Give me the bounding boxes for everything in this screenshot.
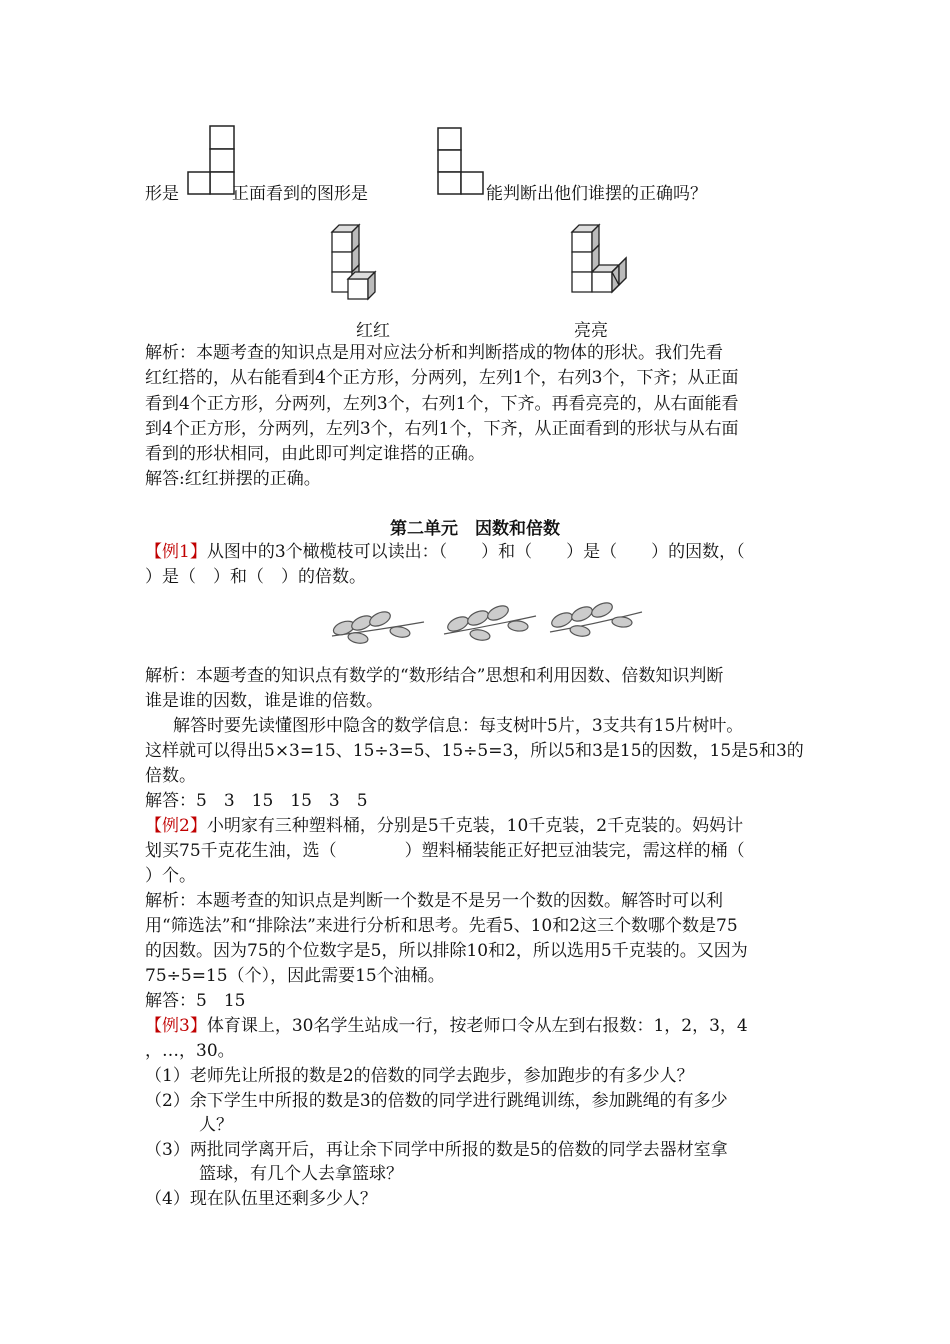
example-1-analysis: 解答时要先读懂图形中隐含的数学信息：每支树叶5片，3支共有15片树叶。	[173, 716, 744, 736]
example-3-subquestion: 篮球，有几个人去拿篮球？	[199, 1164, 403, 1184]
example-2-question: 【例2】小明家有三种塑料桶，分别是5千克装，10千克装，2千克装的。妈妈计	[145, 816, 744, 836]
example-2-question: 划买75千克花生油，选（ ）塑料桶装能正好把豆油装完，需这样的桶（	[145, 841, 745, 861]
answer-line: 解答:红红拼摆的正确。	[145, 469, 321, 489]
analysis-line: 解析：本题考查的知识点是用对应法分析和判断搭成的物体的形状。我们先看	[145, 343, 723, 363]
example-1-analysis: 倍数。	[145, 766, 196, 786]
example-2-question: ）个。	[145, 866, 196, 886]
example-3-subquestion: （3）两批同学离开后，再让余下同学中所报的数是5的倍数的同学去器材室拿	[145, 1140, 728, 1160]
example-3-tag: 【例3】	[145, 1016, 207, 1036]
caption-liangliang: 亮亮	[574, 321, 608, 341]
example-2-analysis: 75÷5=15（个），因此需要15个油桶。	[145, 966, 445, 986]
example-1-answer: 解答：5 3 15 15 3 5	[145, 791, 368, 811]
example-3-question: 【例3】体育课上，30名学生站成一行，按老师口令从左到右报数：1，2，3，4	[145, 1016, 748, 1036]
example-2-analysis: 用“筛选法”和“排除法”来进行分析和思考。先看5、10和2这三个数哪个数是75	[145, 916, 738, 936]
question-line-1c: 能判断出他们谁摆的正确吗？	[486, 184, 707, 204]
olive-branch-icon	[440, 600, 540, 642]
example-2-tag: 【例2】	[145, 816, 207, 836]
analysis-line: 看到4个正方形，分两列，左列3个，右列1个，下齐。再看亮亮的，从右面能看	[145, 394, 739, 414]
example-3-subquestion: （2）余下学生中所报的数是3的倍数的同学进行跳绳训练，参加跳绳的有多少	[145, 1091, 728, 1111]
analysis-line: 到4个正方形，分两列，左列3个，右列1个，下齐，从正面看到的形状与从右面	[145, 419, 739, 439]
honghong-cube-stack-icon	[328, 220, 390, 302]
example-1-analysis: 谁是谁的因数，谁是谁的倍数。	[145, 691, 383, 711]
olive-branch-icon	[328, 604, 428, 644]
example-2-analysis: 的因数。因为75的个位数字是5，所以排除10和2，所以选用5千克装的。又因为	[145, 941, 748, 961]
example-3-subquestion: （4）现在队伍里还剩多少人？	[145, 1189, 377, 1209]
olive-branch-icon	[546, 598, 646, 640]
example-3-subquestion: 人？	[199, 1115, 233, 1135]
example-1-tag: 【例1】	[145, 542, 207, 562]
unit-title: 第二单元 因数和倍数	[390, 519, 560, 539]
liangliang-cube-stack-icon	[568, 220, 634, 302]
example-1-analysis: 这样就可以得出5×3=15、15÷3=5、15÷5=3，所以5和3是15的因数，15是5和3的	[145, 741, 804, 761]
example-2-analysis: 解析：本题考查的知识点是判断一个数是不是另一个数的因数。解答时可以利	[145, 891, 723, 911]
example-1-question: ）是（ ）和（ ）的倍数。	[145, 567, 366, 587]
example-2-answer: 解答：5 15	[145, 991, 246, 1011]
question-line-1b: 正面看到的图形是	[232, 184, 368, 204]
question-line-1a: 形是	[145, 184, 179, 204]
caption-honghong: 红红	[356, 321, 390, 341]
front-view-figure	[436, 126, 486, 196]
example-3-subquestion: （1）老师先让所报的数是2的倍数的同学去跑步，参加跑步的有多少人？	[145, 1066, 694, 1086]
analysis-line: 红红搭的，从右能看到4个正方形，分两列，左列1个，右列3个，下齐；从正面	[145, 368, 739, 388]
example-3-question: ，…，30。	[145, 1041, 235, 1061]
analysis-line: 看到的形状相同，由此即可判定谁搭的正确。	[145, 444, 485, 464]
example-1-analysis: 解析：本题考查的知识点有数学的“数形结合”思想和利用因数、倍数知识判断	[145, 666, 724, 686]
right-view-figure	[186, 124, 238, 196]
example-1-question: 【例1】从图中的3个橄榄枝可以读出：（ ）和（ ）是（ ）的因数，（	[145, 542, 745, 562]
